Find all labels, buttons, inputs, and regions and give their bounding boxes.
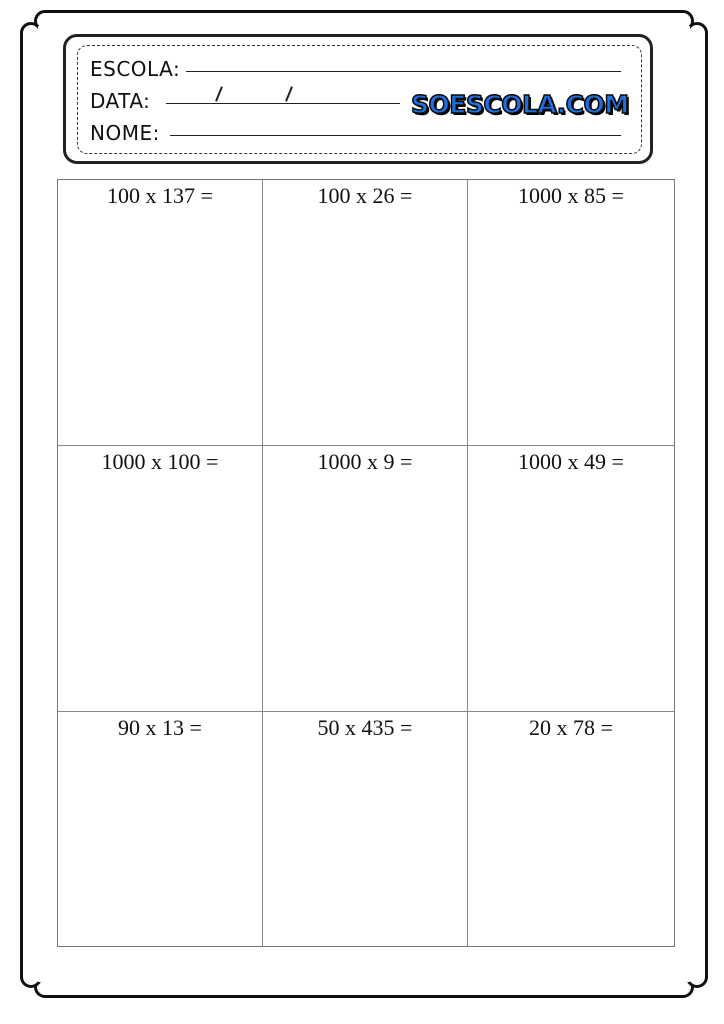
problem-cell[interactable]	[468, 712, 674, 946]
name-line[interactable]	[170, 135, 621, 136]
date-row	[90, 89, 150, 113]
school-row	[90, 57, 180, 81]
name-row	[90, 121, 160, 145]
problem-cell[interactable]	[263, 712, 468, 946]
worksheet-header	[63, 34, 653, 164]
problem-text: 20 x 78 =	[529, 715, 613, 740]
date-label: DATA:	[90, 89, 151, 113]
problem-cell[interactable]	[468, 180, 674, 446]
problem-grid	[57, 179, 675, 947]
problem-cell[interactable]	[58, 180, 263, 446]
problem-text: 100 x 137 =	[107, 183, 213, 208]
school-label: ESCOLA:	[90, 57, 181, 81]
school-line[interactable]	[186, 71, 621, 72]
problem-cell[interactable]	[58, 446, 263, 712]
problem-text: 100 x 26 =	[317, 183, 413, 208]
problem-text: 1000 x 100 =	[101, 449, 219, 474]
problem-text: 50 x 435 =	[317, 715, 413, 740]
problem-text: 90 x 13 =	[118, 715, 202, 740]
problem-cell[interactable]	[468, 446, 674, 712]
date-line[interactable]	[166, 103, 400, 104]
name-label: NOME:	[90, 121, 160, 145]
problem-text: 1000 x 85 =	[518, 183, 624, 208]
problem-text: 1000 x 49 =	[518, 449, 624, 474]
problem-cell[interactable]	[263, 180, 468, 446]
soescola-logo: SOESCOLA.COM	[411, 90, 629, 119]
problem-cell[interactable]	[263, 446, 468, 712]
problem-text: 1000 x 9 =	[317, 449, 413, 474]
problem-cell[interactable]	[58, 712, 263, 946]
